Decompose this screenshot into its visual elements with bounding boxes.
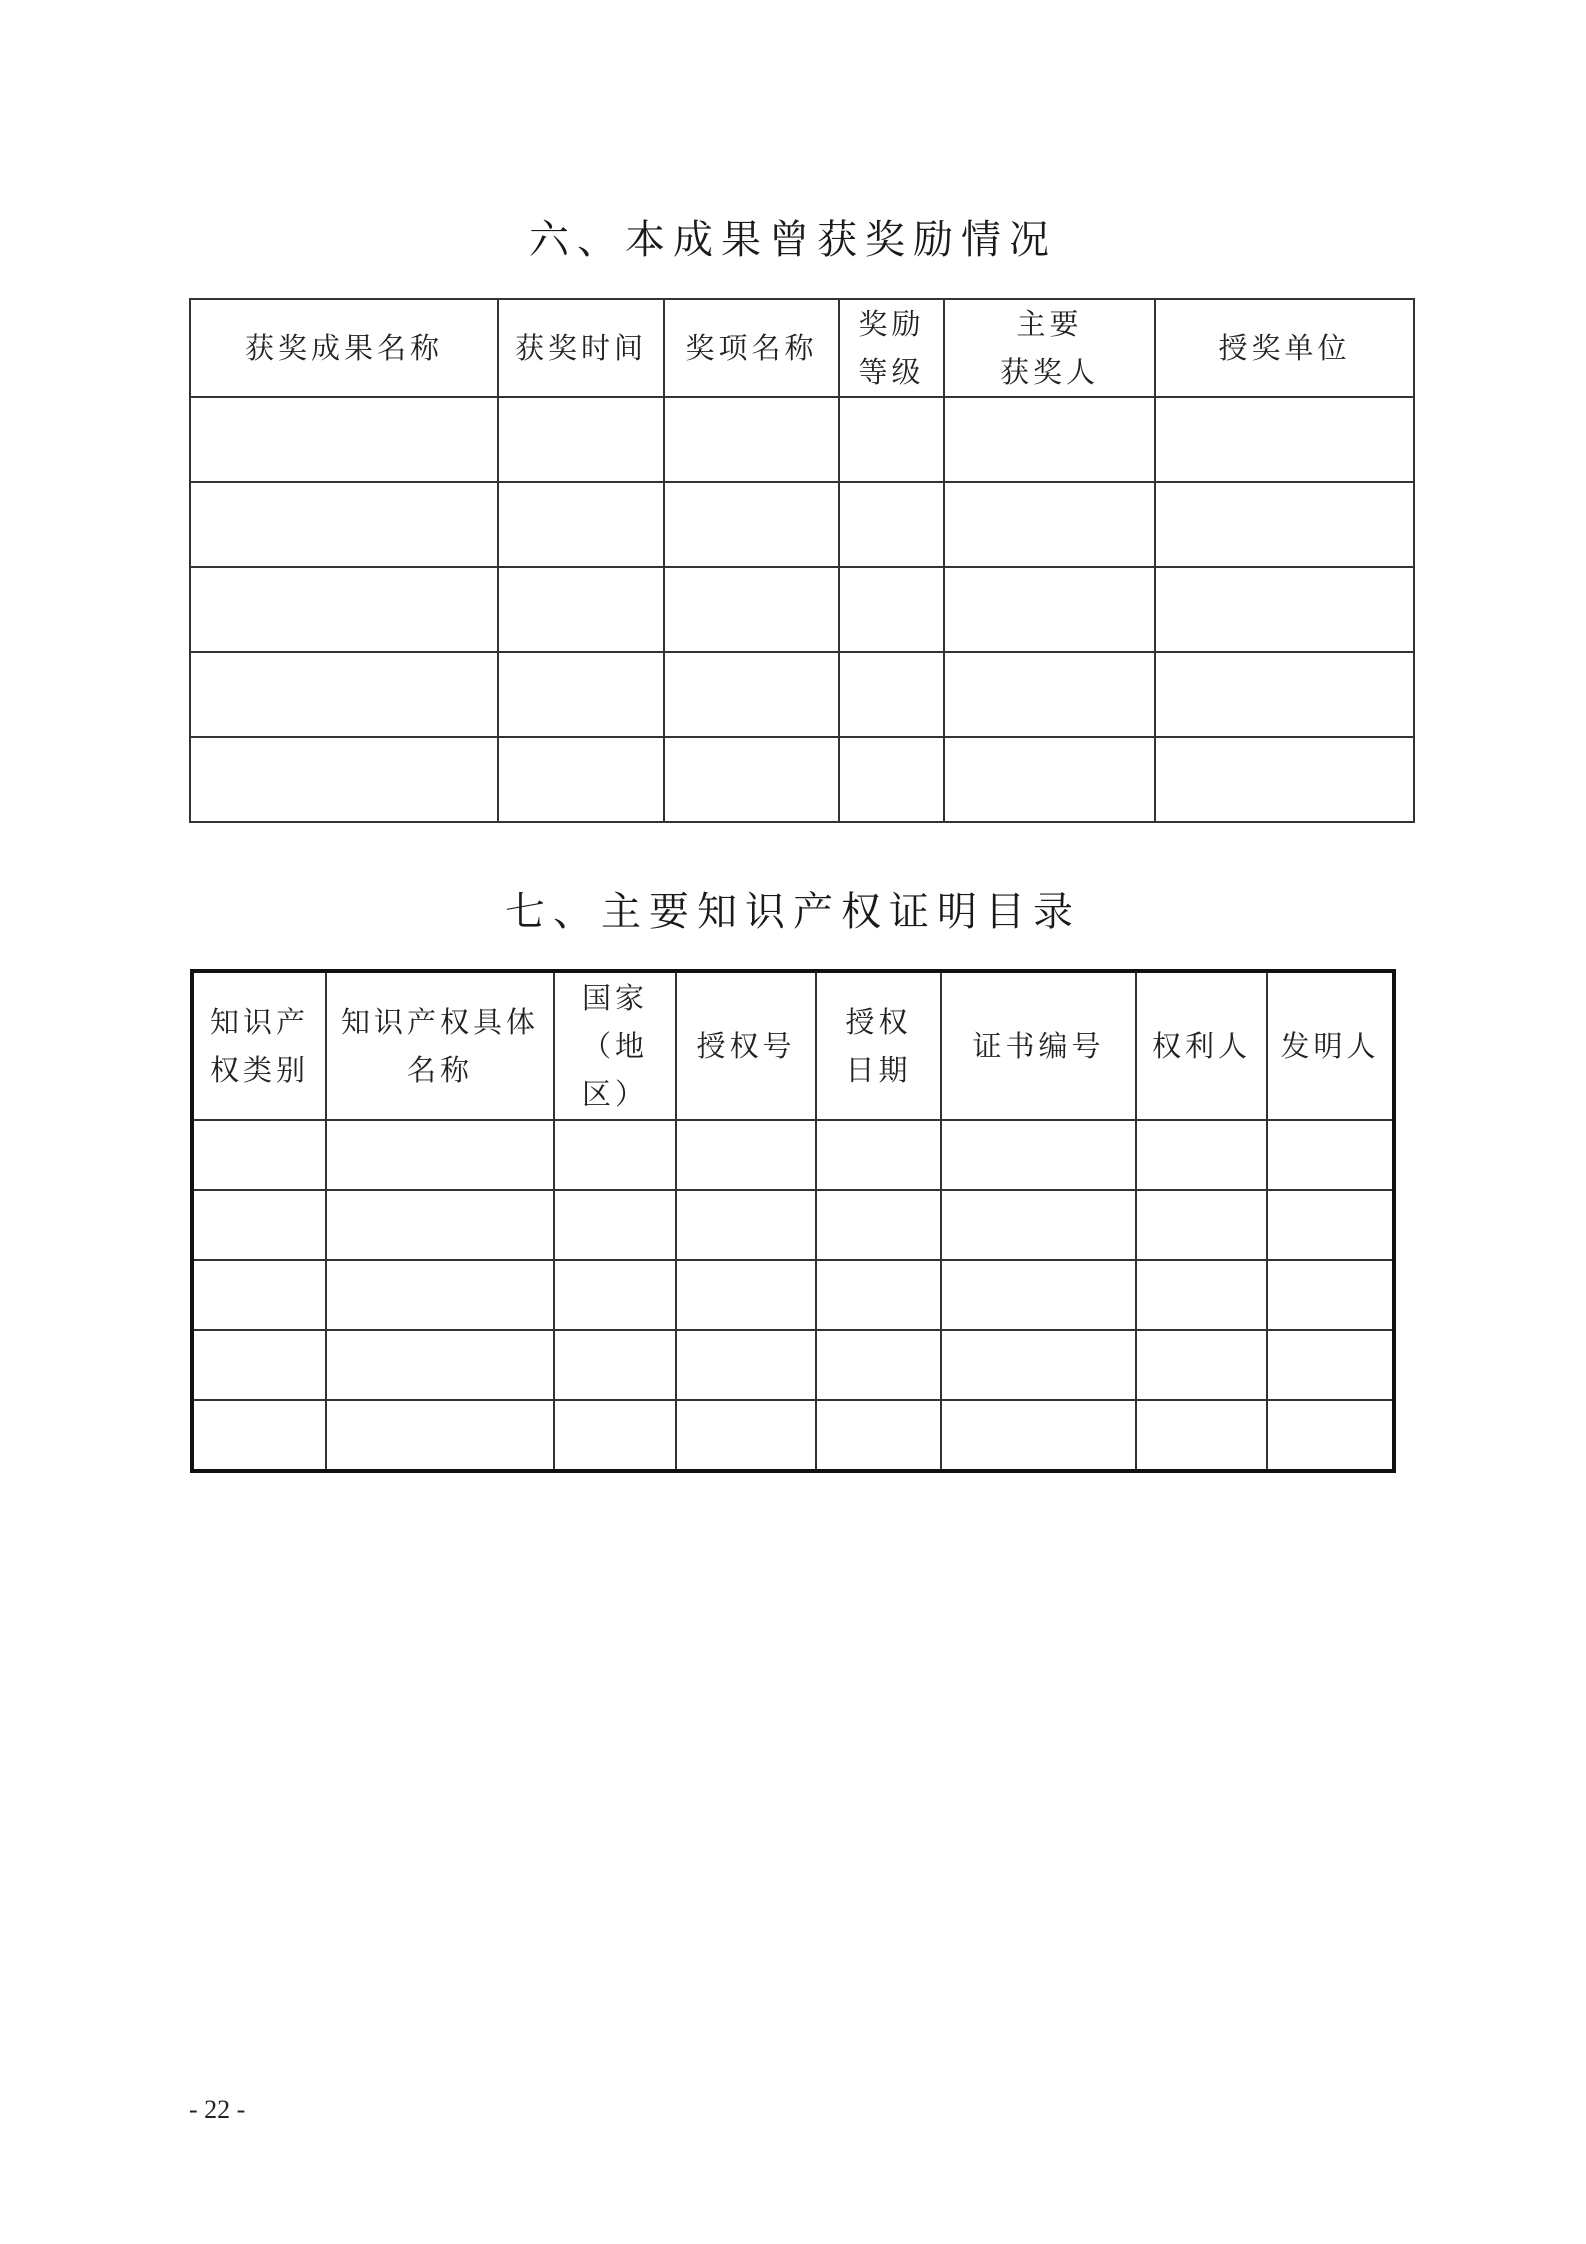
table-cell[interactable]: [190, 567, 498, 652]
ip-certificate-table: [190, 969, 1396, 1473]
table-cell[interactable]: [1155, 737, 1414, 822]
table-cell[interactable]: [326, 1400, 554, 1471]
table-cell[interactable]: [192, 1330, 326, 1400]
table-cell[interactable]: [941, 1330, 1136, 1400]
table-cell[interactable]: [676, 1330, 816, 1400]
table-cell[interactable]: [839, 652, 944, 737]
column-header-authorization-date: 授权 日期: [816, 971, 941, 1120]
table-cell[interactable]: [816, 1260, 941, 1330]
table-cell[interactable]: [192, 1190, 326, 1260]
table-cell[interactable]: [190, 482, 498, 567]
table-cell[interactable]: [554, 1260, 676, 1330]
table-cell[interactable]: [816, 1330, 941, 1400]
table-cell[interactable]: [498, 567, 664, 652]
awards-section-title: 六、本成果曾获奖励情况: [529, 217, 1057, 263]
table-cell[interactable]: [839, 567, 944, 652]
column-header-awarding-unit: 授奖单位: [1155, 299, 1414, 397]
table-cell[interactable]: [839, 737, 944, 822]
column-header-award-achievement-name: 获奖成果名称: [190, 299, 498, 397]
table-cell[interactable]: [944, 737, 1155, 822]
column-header-country-region: 国家 （地 区）: [554, 971, 676, 1120]
table-cell[interactable]: [1267, 1120, 1394, 1190]
table-cell[interactable]: [676, 1400, 816, 1471]
table-cell[interactable]: [192, 1400, 326, 1471]
column-header-rights-holder: 权利人: [1136, 971, 1267, 1120]
table-cell[interactable]: [326, 1190, 554, 1260]
table-cell[interactable]: [1136, 1400, 1267, 1471]
table-cell[interactable]: [941, 1260, 1136, 1330]
table-cell[interactable]: [498, 737, 664, 822]
table-cell[interactable]: [839, 397, 944, 482]
table-cell[interactable]: [554, 1330, 676, 1400]
table-cell[interactable]: [664, 737, 839, 822]
table-cell[interactable]: [941, 1400, 1136, 1471]
table-cell[interactable]: [816, 1400, 941, 1471]
ip-header-row: [192, 971, 1394, 1120]
column-header-inventor: 发明人: [1267, 971, 1394, 1120]
table-cell[interactable]: [1136, 1120, 1267, 1190]
table-cell[interactable]: [944, 482, 1155, 567]
table-cell[interactable]: [1155, 652, 1414, 737]
table-cell[interactable]: [944, 567, 1155, 652]
column-header-award-time: 获奖时间: [498, 299, 664, 397]
table-cell[interactable]: [941, 1120, 1136, 1190]
table-cell[interactable]: [1267, 1330, 1394, 1400]
table-cell[interactable]: [816, 1120, 941, 1190]
table-cell[interactable]: [554, 1120, 676, 1190]
table-cell[interactable]: [816, 1190, 941, 1260]
table-cell[interactable]: [664, 652, 839, 737]
table-cell[interactable]: [664, 482, 839, 567]
column-header-ip-category: 知识产 权类别: [192, 971, 326, 1120]
awards-table: [189, 298, 1415, 823]
column-header-authorization-number: 授权号: [676, 971, 816, 1120]
table-cell[interactable]: [326, 1120, 554, 1190]
table-row: [192, 1190, 1394, 1260]
table-cell[interactable]: [676, 1260, 816, 1330]
page-number: - 22 -: [189, 2095, 246, 2124]
table-row: [192, 1400, 1394, 1471]
table-cell[interactable]: [941, 1190, 1136, 1260]
table-cell[interactable]: [554, 1400, 676, 1471]
table-cell[interactable]: [1267, 1400, 1394, 1471]
table-cell[interactable]: [554, 1190, 676, 1260]
table-cell[interactable]: [1155, 397, 1414, 482]
table-cell[interactable]: [944, 397, 1155, 482]
table-cell[interactable]: [1267, 1190, 1394, 1260]
table-cell[interactable]: [839, 482, 944, 567]
table-cell[interactable]: [498, 482, 664, 567]
table-cell[interactable]: [1136, 1190, 1267, 1260]
table-cell[interactable]: [190, 397, 498, 482]
ip-section-title: 七、主要知识产权证明目录: [505, 889, 1081, 935]
column-header-certificate-number: 证书编号: [941, 971, 1136, 1120]
awards-header-row: [190, 299, 1414, 397]
table-cell[interactable]: [944, 652, 1155, 737]
column-header-main-awardee: 主要 获奖人: [944, 299, 1155, 397]
table-cell[interactable]: [1267, 1260, 1394, 1330]
column-header-ip-specific-name: 知识产权具体 名称: [326, 971, 554, 1120]
table-cell[interactable]: [676, 1190, 816, 1260]
table-cell[interactable]: [192, 1120, 326, 1190]
table-cell[interactable]: [326, 1330, 554, 1400]
table-row: [192, 1260, 1394, 1330]
table-cell[interactable]: [664, 397, 839, 482]
table-cell[interactable]: [1136, 1260, 1267, 1330]
table-cell[interactable]: [676, 1120, 816, 1190]
table-row: [190, 482, 1414, 567]
table-cell[interactable]: [498, 652, 664, 737]
table-cell[interactable]: [498, 397, 664, 482]
table-cell[interactable]: [190, 652, 498, 737]
table-cell[interactable]: [664, 567, 839, 652]
table-row: [190, 397, 1414, 482]
table-row: [190, 567, 1414, 652]
table-cell[interactable]: [192, 1260, 326, 1330]
table-cell[interactable]: [1136, 1330, 1267, 1400]
table-row: [192, 1120, 1394, 1190]
column-header-award-name: 奖项名称: [664, 299, 839, 397]
table-row: [192, 1330, 1394, 1400]
table-cell[interactable]: [326, 1260, 554, 1330]
column-header-award-level: 奖励 等级: [839, 299, 944, 397]
table-cell[interactable]: [190, 737, 498, 822]
table-row: [190, 652, 1414, 737]
table-row: [190, 737, 1414, 822]
table-cell[interactable]: [1155, 482, 1414, 567]
table-cell[interactable]: [1155, 567, 1414, 652]
